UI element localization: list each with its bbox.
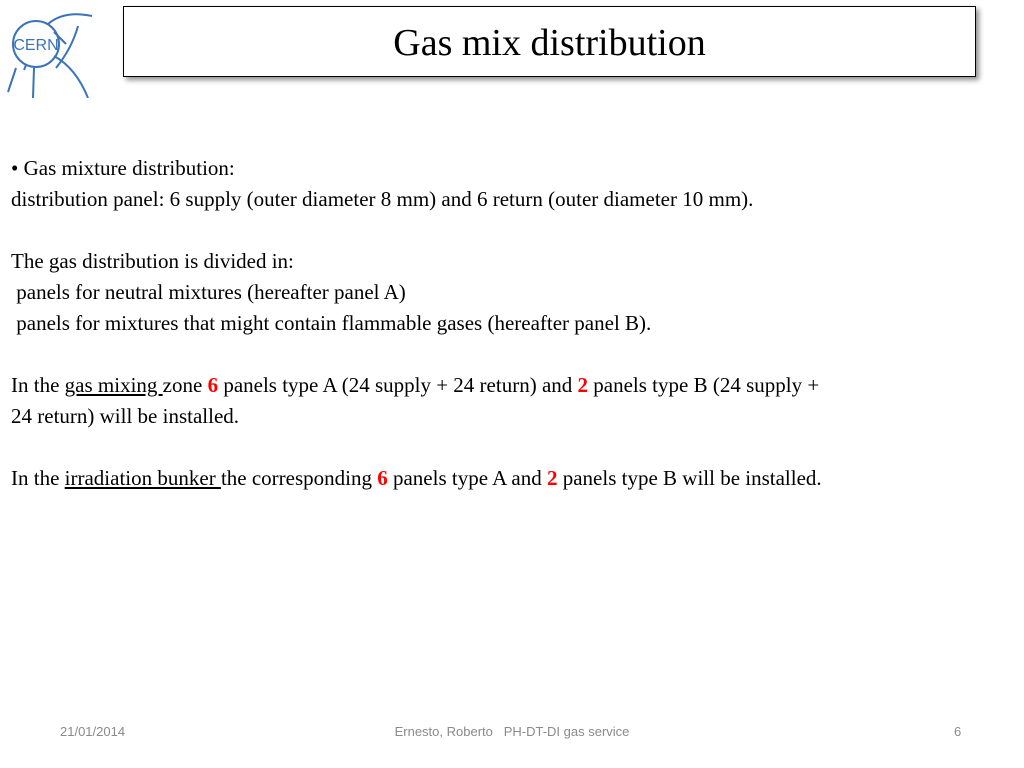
panel-b-text: panels for mixtures that might contain flammable gases (hereafter panel B).	[11, 311, 652, 335]
mixing-count-b: 2	[577, 373, 589, 397]
bunker-count-a: 6	[377, 466, 388, 490]
slide-body	[11, 153, 1011, 494]
gas-mixing-paragraph-line2: 24 return) will be installed.	[11, 404, 240, 428]
footer-author: Ernesto, Roberto PH-DT-DI gas service	[394, 724, 630, 739]
mixing-prefix: In the	[11, 373, 65, 397]
distribution-panel-text: distribution panel: 6 supply (outer diameter 8 mm) and 6 return (outer diameter 10 mm).	[11, 187, 754, 211]
bunker-prefix: In the	[11, 466, 65, 490]
bullet-heading: • Gas mixture distribution:	[11, 156, 235, 180]
footer-date: 21/01/2014	[60, 724, 126, 739]
cern-logo-icon	[6, 8, 96, 98]
bunker-count-b: 2	[546, 466, 558, 490]
spacer	[11, 432, 1011, 463]
irradiation-bunker-link[interactable]: irradiation bunker	[64, 466, 221, 490]
mixing-mid: panels type A (24 supply + 24 return) and	[218, 373, 578, 397]
cern-logo	[6, 8, 96, 98]
mixing-zone-suffix: zone	[162, 373, 208, 397]
bunker-mid2: panels type A and	[387, 466, 547, 490]
mixing-count-a: 6	[207, 373, 219, 397]
slide-title: Gas mix distribution	[393, 22, 706, 64]
gas-mixing-paragraph-line1	[11, 370, 1011, 401]
spacer	[11, 339, 1011, 370]
gas-mixing-link[interactable]: gas mixing	[64, 373, 163, 397]
bunker-end: panels type B will be installed.	[557, 466, 822, 490]
footer-page-number: 6	[954, 724, 962, 739]
bunker-mid1: the corresponding	[220, 466, 378, 490]
divided-intro-text: The gas distribution is divided in:	[11, 249, 294, 273]
spacer	[11, 215, 1011, 246]
title-box	[123, 6, 976, 77]
bunker-paragraph	[11, 463, 1011, 494]
cern-logo-text: CERN	[13, 37, 59, 54]
panel-a-text: panels for neutral mixtures (hereafter panel A)	[11, 280, 406, 304]
mixing-end: panels type B (24 supply +	[588, 373, 820, 397]
